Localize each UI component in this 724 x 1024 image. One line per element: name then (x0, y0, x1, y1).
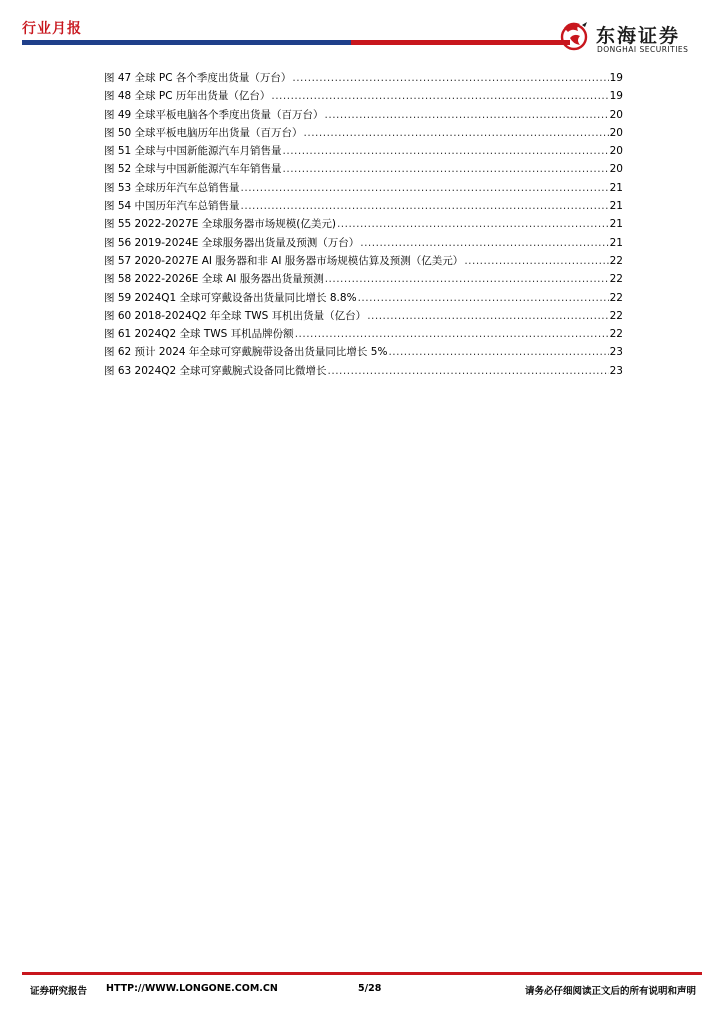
toc-leader (304, 124, 609, 142)
toc-leader (337, 215, 609, 233)
footer-divider (22, 972, 702, 975)
toc-entry-page: 19 (609, 72, 623, 84)
toc-entry[interactable] (104, 142, 623, 160)
toc-entry-page: 19 (609, 90, 623, 103)
toc-entry-label: 图 56 2019-2024E 全球服务器出货量及预测（万台） (104, 236, 360, 249)
toc-entry-label: 图 52 全球与中国新能源汽车年销售量 (104, 163, 282, 176)
toc-entry-page: 20 (609, 145, 623, 158)
toc-entry-page: 20 (609, 126, 623, 139)
toc-entry-label: 图 47 全球 PC 各个季度出货量（万台） (104, 72, 292, 84)
footer-report-label: 证券研究报告 (30, 986, 88, 997)
toc-leader (325, 106, 609, 124)
toc-entry[interactable] (104, 343, 623, 361)
toc-entry[interactable] (104, 179, 623, 197)
toc-entry-page: 23 (609, 346, 623, 359)
toc-leader (241, 197, 609, 215)
toc-leader (358, 289, 609, 307)
header-divider-red (351, 40, 570, 45)
footer-disclaimer: 请务必仔细阅读正文后的所有说明和声明 (524, 986, 696, 997)
toc-entry[interactable] (104, 87, 623, 105)
toc-entry-page: 21 (609, 236, 623, 249)
toc-leader (283, 160, 609, 178)
toc-entry-label: 图 61 2024Q2 全球 TWS 耳机品牌份额 (104, 328, 294, 341)
toc-entry-label: 图 50 全球平板电脑历年出货量（百万台） (104, 126, 303, 139)
toc-entry-label: 图 55 2022-2027E 全球服务器市场规模(亿美元) (104, 218, 336, 231)
toc-entry[interactable] (104, 197, 623, 215)
toc-entry-label: 图 48 全球 PC 历年出货量（亿台） (104, 90, 271, 103)
toc-leader (328, 362, 609, 380)
toc-entry-page: 21 (609, 200, 623, 213)
toc-entry-label: 图 53 全球历年汽车总销售量 (104, 181, 240, 194)
toc-entry-page: 20 (609, 163, 623, 176)
toc-leader (325, 270, 609, 288)
toc-leader (271, 87, 608, 105)
toc-entry[interactable] (104, 307, 623, 325)
toc-entry-page: 22 (609, 291, 623, 304)
toc-entry[interactable] (104, 106, 623, 124)
toc-leader (464, 252, 608, 270)
toc-entry-label: 图 49 全球平板电脑各个季度出货量（百万台） (104, 108, 324, 121)
brand-logo (556, 18, 706, 58)
toc-entry-page: 21 (609, 181, 623, 194)
toc-entry-page: 22 (609, 309, 623, 322)
toc-entry-page: 23 (609, 364, 623, 377)
toc-entry[interactable] (104, 252, 623, 270)
toc-entry-label: 图 57 2020-2027E AI 服务器和非 AI 服务器市场规模估算及预测（亿美元） (104, 254, 464, 267)
brand-name-cn: 东海证券 (596, 25, 681, 47)
toc-entry-page: 22 (609, 273, 623, 286)
footer-website-link[interactable]: HTTP://WWW.LONGONE.COM.CN (106, 983, 278, 994)
toc-entry[interactable] (104, 124, 623, 142)
toc-leader (367, 307, 608, 325)
toc-leader (360, 234, 608, 252)
toc-entry-label: 图 51 全球与中国新能源汽车月销售量 (104, 145, 282, 158)
toc-leader (241, 179, 609, 197)
toc-entry-label: 图 59 2024Q1 全球可穿戴设备出货量同比增长 8.8% (104, 291, 357, 304)
header-divider-blue (22, 40, 351, 45)
toc-entry-label: 图 62 预计 2024 年全球可穿戴腕带设备出货量同比增长 5% (104, 346, 388, 359)
header-divider (22, 40, 570, 45)
toc-entry-label: 图 63 2024Q2 全球可穿戴腕式设备同比微增长 (104, 364, 327, 377)
toc-entry[interactable] (104, 160, 623, 178)
toc-leader (388, 343, 608, 361)
toc-leader (295, 325, 609, 343)
toc-entry-label: 图 58 2022-2026E 全球 AI 服务器出货量预测 (104, 273, 324, 286)
toc-entry[interactable] (104, 289, 623, 307)
toc-entry[interactable] (104, 215, 623, 233)
figure-list (104, 69, 623, 380)
toc-entry[interactable] (104, 325, 623, 343)
toc-leader (283, 142, 609, 160)
toc-entry-label: 图 54 中国历年汽车总销售量 (104, 200, 240, 213)
toc-entry-page: 20 (609, 108, 623, 121)
brand-name-en: DONGHAI SECURITIES (597, 45, 689, 54)
toc-entry[interactable] (104, 234, 623, 252)
toc-entry-page: 22 (609, 254, 623, 267)
toc-entry[interactable] (104, 69, 623, 87)
toc-entry[interactable] (104, 270, 623, 288)
toc-entry-page: 21 (609, 218, 623, 231)
dragon-logo-icon (556, 18, 592, 54)
toc-leader (292, 69, 608, 87)
toc-entry[interactable] (104, 362, 623, 380)
toc-entry-page: 22 (609, 328, 623, 341)
report-type-title: 行业月报 (22, 21, 82, 37)
toc-entry-label: 图 60 2018-2024Q2 年全球 TWS 耳机出货量（亿台） (104, 309, 367, 322)
footer-page-number: 5/28 (358, 983, 382, 994)
